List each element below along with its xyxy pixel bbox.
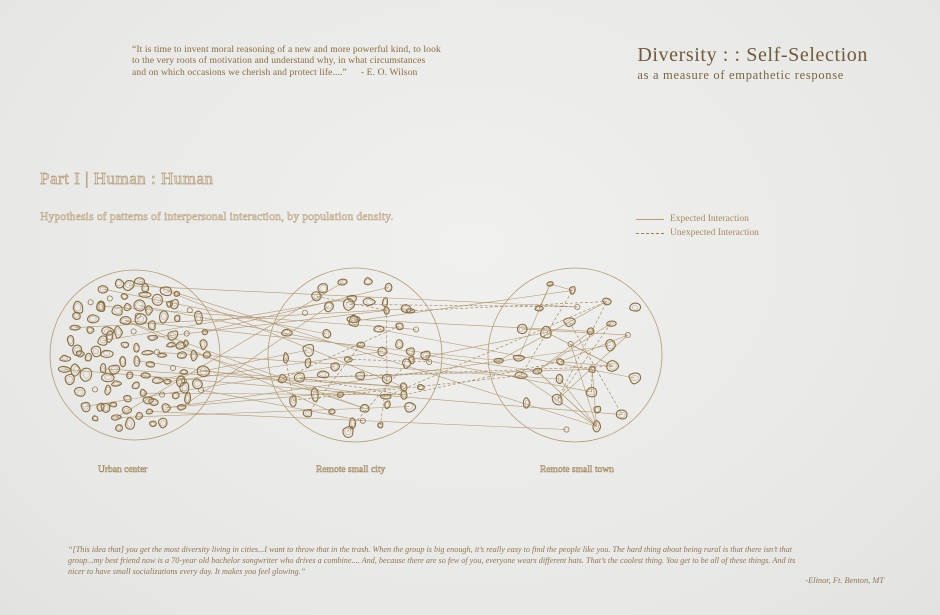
- person-node-inner: [397, 342, 401, 347]
- expected-interaction-line: [153, 310, 387, 337]
- dashed-line-swatch: [636, 233, 664, 234]
- remote-small-city-circle: [268, 268, 442, 442]
- interaction-diagram: [0, 255, 940, 455]
- person-node-inner: [141, 293, 148, 296]
- person-node-inner: [114, 308, 121, 314]
- label-remote-small-city: Remote small city: [316, 465, 386, 475]
- person-node-inner: [128, 374, 132, 377]
- person-node-inner: [147, 308, 151, 313]
- person-node: [136, 412, 143, 419]
- part-title: Part I | Human : Human: [40, 169, 214, 188]
- person-node-inner: [201, 342, 205, 348]
- person-node-inner: [161, 313, 166, 320]
- person-node-inner: [324, 332, 329, 338]
- person-node-inner: [385, 402, 388, 407]
- quote-line-2: to the very roots of motivation and understand why, in what circumstances: [132, 55, 426, 67]
- person-node-inner: [151, 422, 155, 425]
- person-node-inner: [67, 376, 73, 383]
- person-node: [396, 340, 403, 349]
- person-node-inner: [607, 341, 613, 348]
- label-urban-center: Urban center: [98, 465, 148, 475]
- person-node-inner: [145, 351, 152, 354]
- person-node: [92, 387, 97, 392]
- person-node: [187, 308, 192, 313]
- person-node: [115, 279, 123, 288]
- legend-unexpected-label: Unexpected Interaction: [670, 228, 759, 238]
- person-node-inner: [121, 358, 125, 365]
- unexpected-interaction-line: [386, 302, 607, 397]
- person-node-inner: [136, 302, 143, 310]
- person-node-inner: [168, 343, 173, 346]
- person-node-inner: [123, 295, 127, 299]
- person-node: [91, 346, 100, 357]
- person-node-inner: [383, 299, 386, 305]
- person-node: [75, 387, 86, 396]
- person-node-inner: [73, 366, 78, 372]
- person-node-inner: [103, 351, 110, 355]
- expected-interaction-line: [426, 355, 538, 371]
- person-node-inner: [284, 355, 287, 361]
- resident-quote-line-3: nicer to have small socializations every day. It makes you feel glowing.”: [68, 567, 306, 576]
- solid-line-swatch: [636, 219, 664, 220]
- unexpected-interaction-line: [387, 310, 388, 378]
- person-node-inner: [186, 395, 189, 402]
- person-node: [60, 355, 71, 361]
- person-node: [81, 402, 90, 411]
- person-node-inner: [205, 353, 210, 356]
- hypothesis-text: Hypothesis of patterns of interpersonal interaction, by population density.: [40, 211, 394, 223]
- person-node-inner: [330, 410, 334, 413]
- person-node-inner: [320, 285, 326, 291]
- label-remote-small-town: Remote small town: [540, 465, 614, 475]
- expected-interaction-line: [412, 332, 547, 359]
- quote-author: - E. O. Wilson: [360, 66, 418, 78]
- person-node: [65, 374, 74, 384]
- unexpected-interaction-line: [282, 326, 399, 379]
- expected-interaction-line: [137, 361, 386, 397]
- person-node-inner: [93, 348, 98, 353]
- unexpected-interaction-line: [348, 359, 429, 362]
- unexpected-interaction-line: [300, 366, 613, 378]
- person-node-inner: [134, 383, 139, 387]
- person-node-inner: [351, 420, 355, 426]
- person-node-inner: [160, 354, 165, 357]
- legend: [636, 212, 759, 240]
- quote-line-3: [132, 67, 502, 78]
- person-node-inner: [319, 372, 325, 376]
- person-node: [115, 326, 123, 338]
- person-node-inner: [127, 420, 132, 427]
- person-node-inner: [154, 378, 160, 382]
- people-nodes: [58, 278, 640, 438]
- page-title: Diversity : : Self-Selection: [637, 44, 868, 66]
- person-node-inner: [619, 412, 625, 417]
- person-node-inner: [93, 417, 97, 420]
- person-node-inner: [326, 303, 332, 309]
- person-node: [185, 393, 191, 404]
- person-node-inner: [141, 391, 145, 395]
- person-node-inner: [62, 357, 68, 360]
- person-node-inner: [86, 356, 90, 361]
- expected-interaction-line: [125, 321, 332, 412]
- person-node-inner: [405, 403, 413, 409]
- person-node-inner: [525, 400, 529, 407]
- legend-expected: [636, 212, 759, 226]
- person-node: [135, 314, 147, 325]
- person-node-inner: [182, 370, 186, 373]
- person-node-inner: [543, 329, 549, 335]
- expected-interaction-line: [139, 306, 591, 392]
- person-node: [603, 298, 611, 305]
- person-node-inner: [632, 305, 637, 310]
- person-node-inner: [307, 360, 310, 365]
- expected-interaction-line: [560, 379, 597, 427]
- person-node-inner: [137, 414, 141, 418]
- person-node-inner: [114, 382, 120, 385]
- person-node-inner: [116, 329, 120, 336]
- person-node-inner: [88, 328, 93, 332]
- expected-interaction-line: [519, 284, 551, 358]
- person-node-inner: [106, 387, 110, 393]
- legend-unexpected: [636, 226, 759, 240]
- person-node-inner: [631, 375, 639, 380]
- resident-quote-line-1: “[This idea that] you get the most diversity living in cities...I want to throw that in the trash. When the group is big enough, it’s really easy to find the people like you. The hard thing about being rural is that there isn’t that: [68, 545, 793, 554]
- person-node-inner: [74, 304, 81, 311]
- unexpected-interaction-line: [570, 322, 623, 414]
- title-block: [637, 44, 868, 83]
- person-node-inner: [83, 371, 90, 378]
- expected-interaction-line: [103, 298, 352, 340]
- quote-attribution: -Elinor, Ft. Benton, MT: [805, 576, 884, 585]
- person-node-inner: [365, 279, 370, 284]
- person-node: [73, 301, 82, 313]
- person-node-inner: [138, 317, 144, 323]
- person-node-inner: [166, 381, 170, 384]
- expected-interaction-line: [592, 369, 596, 426]
- person-node-inner: [608, 322, 614, 325]
- person-node-inner: [117, 426, 121, 430]
- person-node: [630, 303, 641, 311]
- person-node-inner: [194, 381, 200, 386]
- expected-interaction-line: [560, 335, 628, 362]
- person-node: [131, 329, 136, 334]
- resident-quote: [68, 544, 890, 577]
- person-node-inner: [111, 403, 116, 406]
- quote-line-1: “It is time to invent moral reasoning of a new and more powerful kind, to look: [132, 44, 441, 55]
- expected-interaction-line: [379, 329, 635, 378]
- quote-line-3-text: and on which occasions we cherish and protect life....”: [132, 66, 347, 78]
- person-node-inner: [116, 281, 122, 286]
- person-node-inner: [74, 314, 79, 318]
- person-node-inner: [148, 363, 153, 366]
- person-node: [141, 373, 150, 378]
- person-node-inner: [192, 353, 196, 359]
- person-node-inner: [175, 316, 179, 320]
- person-node-inner: [68, 337, 72, 343]
- person-node-inner: [419, 386, 423, 389]
- person-node-inner: [160, 420, 165, 425]
- person-node-inner: [89, 316, 96, 321]
- opening-quote: [132, 44, 502, 78]
- person-node: [160, 287, 171, 296]
- page-subtitle: as a measure of empathetic response: [637, 68, 845, 82]
- person-node: [160, 311, 169, 323]
- legend-expected-label: Expected Interaction: [670, 214, 749, 224]
- resident-quote-line-2: group...my best friend now is a 70-year old bachelor songwriter who drives a combine.... And, because there are so few of you, everyone wears different hats. That’s the coolest thing. You get to be all of these things. And its: [68, 556, 796, 565]
- person-node: [85, 353, 91, 361]
- person-node-inner: [404, 361, 409, 366]
- unexpected-interaction-line: [521, 290, 573, 375]
- person-node: [88, 300, 93, 305]
- person-node: [107, 296, 112, 301]
- person-node-inner: [173, 393, 177, 398]
- person-node-inner: [123, 343, 128, 347]
- expected-interaction-line: [149, 411, 566, 429]
- person-node-inner: [366, 299, 373, 304]
- person-node-inner: [595, 408, 599, 412]
- person-node-inner: [125, 305, 129, 309]
- person-node-inner: [77, 390, 83, 395]
- person-node-inner: [105, 375, 112, 379]
